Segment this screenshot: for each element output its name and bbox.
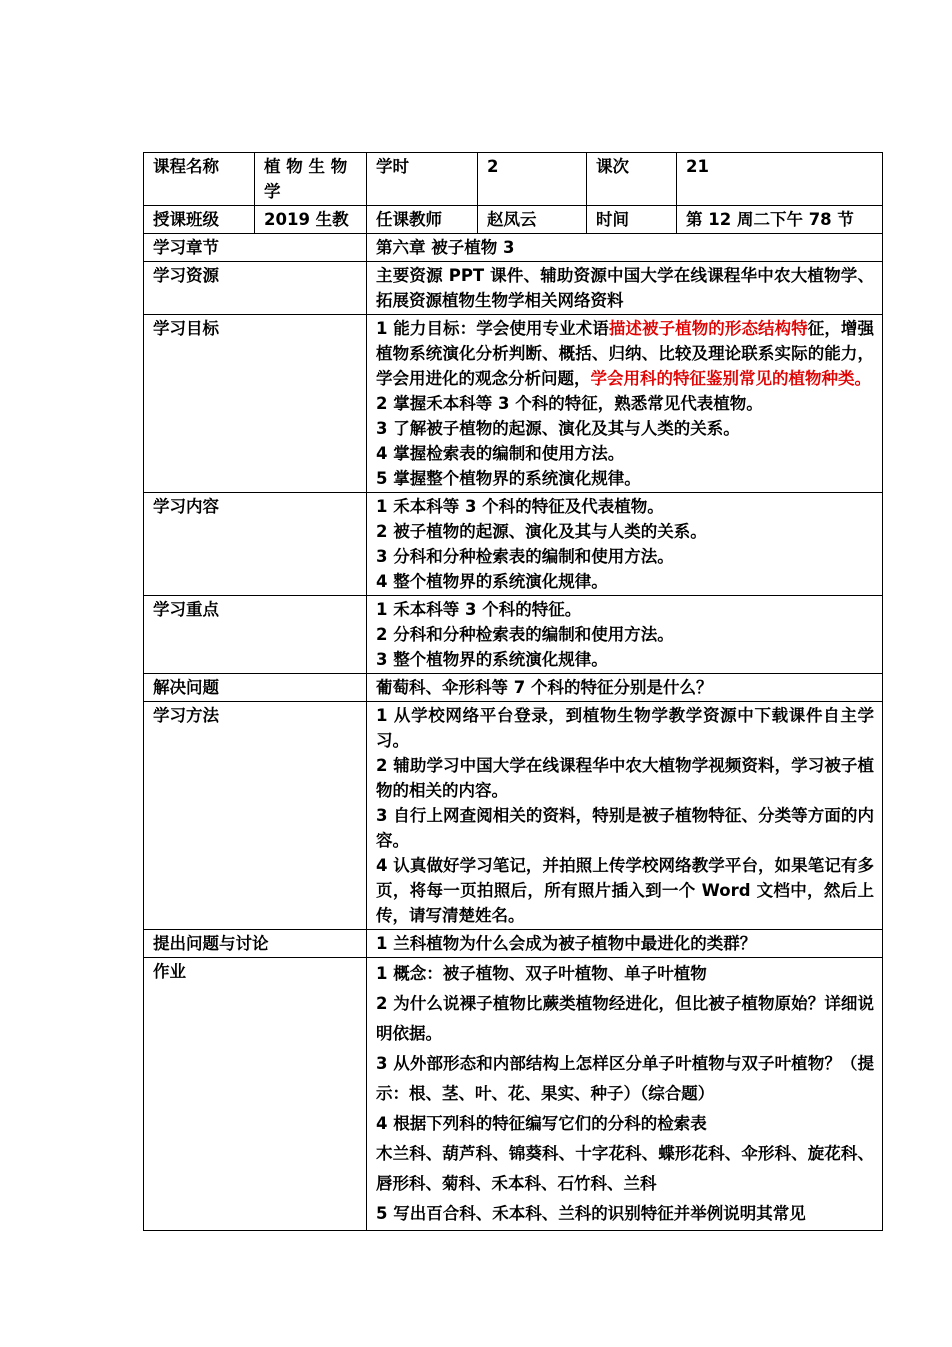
homework-item: 5 写出百合科、禾本科、兰科的识别特征并举例说明其常见	[376, 1204, 806, 1223]
content-item: 2 被子植物的起源、演化及其与人类的关系。	[376, 522, 707, 541]
method-item: 4 认真做好学习笔记，并拍照上传学校网络教学平台，如果笔记有多页，将每一页拍照后，所有照片插入到一个 Word 文档中，然后上传，请写清楚姓名。	[376, 856, 874, 925]
class-label: 授课班级	[144, 206, 255, 234]
content-value	[367, 493, 883, 596]
row-method	[144, 702, 883, 930]
objective-1-text-b: 征，增强植物系统演化分析判断、概括、归纳、比较及理论联系实际的能力，学会用进化的观念分析问题，	[376, 319, 874, 388]
objectives-value	[367, 315, 883, 493]
objective-4: 4 掌握检索表的编制和使用方法。	[376, 444, 625, 463]
row-homework	[144, 958, 883, 1231]
hours-value: 2	[478, 153, 587, 206]
problem-value: 葡萄科、伞形科等 7 个科的特征分别是什么？	[367, 674, 883, 702]
homework-value	[367, 958, 883, 1231]
row-problem	[144, 674, 883, 702]
objectives-label: 学习目标	[144, 315, 367, 493]
chapter-label: 学习章节	[144, 234, 367, 262]
row-resources	[144, 262, 883, 315]
row-class	[144, 206, 883, 234]
method-item: 3 自行上网查阅相关的资料，特别是被子植物特征、分类等方面的内容。	[376, 806, 874, 850]
objective-1-highlight-a: 描述被子植物的形态结构特	[608, 319, 808, 338]
method-value	[367, 702, 883, 930]
homework-label: 作业	[144, 958, 367, 1231]
keypoint-item: 2 分科和分种检索表的编制和使用方法。	[376, 625, 674, 644]
time-value: 第 12 周二下午 78 节	[677, 206, 883, 234]
discussion-value: 1 兰科植物为什么会成为被子植物中最进化的类群？	[367, 930, 883, 958]
chapter-value: 第六章 被子植物 3	[367, 234, 883, 262]
keypoint-item: 3 整个植物界的系统演化规律。	[376, 650, 608, 669]
homework-item: 1 概念：被子植物、双子叶植物、单子叶植物	[376, 964, 707, 983]
hours-label: 学时	[367, 153, 478, 206]
content-item: 3 分科和分种检索表的编制和使用方法。	[376, 547, 674, 566]
content-item: 4 整个植物界的系统演化规律。	[376, 572, 608, 591]
keypoints-value	[367, 596, 883, 674]
discussion-label: 提出问题与讨论	[144, 930, 367, 958]
row-objectives	[144, 315, 883, 493]
homework-item: 2 为什么说裸子植物比蕨类植物经进化，但比被子植物原始？详细说明依据。	[376, 994, 874, 1043]
homework-item: 4 根据下列科的特征编写它们的分科的检索表	[376, 1114, 707, 1133]
course-name: 植 物 生 物 学	[255, 153, 367, 206]
resources-value: 主要资源 PPT 课件、辅助资源中国大学在线课程华中农大植物学、拓展资源植物生物学相关网络资料	[367, 262, 883, 315]
homework-item: 木兰科、葫芦科、锦葵科、十字花科、蝶形花科、伞形科、旋花科、唇形科、菊科、禾本科、石竹科、兰科	[376, 1144, 874, 1193]
row-discussion	[144, 930, 883, 958]
content-label: 学习内容	[144, 493, 367, 596]
course-name-label: 课程名称	[144, 153, 255, 206]
method-label: 学习方法	[144, 702, 367, 930]
content-item: 1 禾本科等 3 个科的特征及代表植物。	[376, 497, 664, 516]
objective-2: 2 掌握禾本科等 3 个科的特征，熟悉常见代表植物。	[376, 394, 763, 413]
session-value: 21	[677, 153, 883, 206]
method-item: 2 辅助学习中国大学在线课程华中农大植物学视频资料，学习被子植物的相关的内容。	[376, 756, 874, 800]
homework-item: 3 从外部形态和内部结构上怎样区分单子叶植物与双子叶植物？（提示：根、茎、叶、花、果实、种子）（综合题）	[376, 1054, 874, 1103]
objective-1-highlight-b: 学会用科的特征鉴别常见的植物种类。	[590, 369, 871, 388]
lesson-plan-table	[143, 152, 883, 1231]
row-keypoints	[144, 596, 883, 674]
keypoint-item: 1 禾本科等 3 个科的特征。	[376, 600, 582, 619]
problem-label: 解决问题	[144, 674, 367, 702]
objective-3: 3 了解被子植物的起源、演化及其与人类的关系。	[376, 419, 740, 438]
row-course	[144, 153, 883, 206]
session-label: 课次	[587, 153, 677, 206]
time-label: 时间	[587, 206, 677, 234]
row-content	[144, 493, 883, 596]
teacher-value: 赵凤云	[478, 206, 587, 234]
objective-1-text-a: 1 能力目标：学会使用专业术语	[376, 319, 609, 338]
objective-5: 5 掌握整个植物界的系统演化规律。	[376, 469, 641, 488]
method-item: 1 从学校网络平台登录，到植物生物学教学资源中下载课件自主学习。	[376, 706, 874, 750]
resources-label: 学习资源	[144, 262, 367, 315]
teacher-label: 任课教师	[367, 206, 478, 234]
class-value: 2019 生教	[255, 206, 367, 234]
keypoints-label: 学习重点	[144, 596, 367, 674]
row-chapter	[144, 234, 883, 262]
